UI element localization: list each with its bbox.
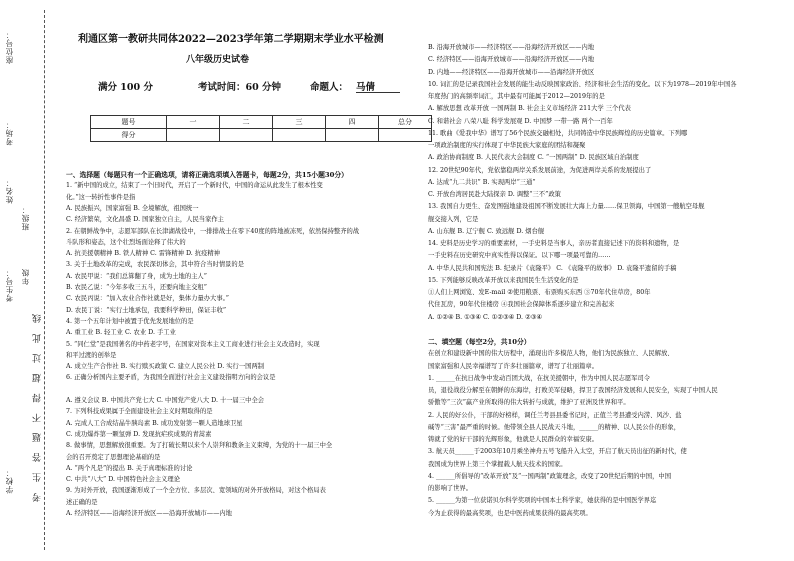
left-text-line: C. 中共“八大” D. 中国特色社会主义理论 [66, 476, 181, 484]
right-text-line: 10. 词汇的是记录我国社会发展的能生动反映国家政治、经济和社会生活的变化。以下为1978—2019年中国各 [428, 80, 737, 88]
author-name: 马倩 [356, 84, 400, 93]
left-text-line: 和平过渡的创举是 [66, 351, 117, 359]
score-cell: 三 [273, 116, 326, 129]
left-text-line: A. 农民甲说：“我们总算翻了身，成为土地的主人” [66, 272, 207, 280]
score-input[interactable] [379, 129, 432, 142]
score-input[interactable] [273, 129, 326, 142]
right-text-line: C. 经济特区——沿海开放城市——沿海经济开放区——内地 [428, 56, 595, 64]
right-text-line: C. 和谐社会 八荣八耻 科学发展观 D. 中国梦 一带一路 两个一百年 [428, 117, 613, 125]
binding-line [44, 10, 45, 550]
left-text-line: A. 民族振兴，国家富强 B. 全境解放，祖国统一 [66, 204, 199, 212]
left-text-line: B. 农民乙说：“今年多收三五斗，还要向地主交租” [66, 284, 208, 291]
right-text-line: A. ①②④ B. ①③④ C. ①②③④ D. ②③④ [428, 313, 542, 321]
right-text-line: A. 山东舰 B. 辽宁舰 C. 致远舰 D. 烟台舰 [428, 227, 545, 235]
name-label: 姓名： [5, 178, 14, 204]
right-text-line: 今为止获得的最高奖项，也是中医药成果获得的最高奖项。 [428, 509, 592, 517]
grade-label: 年级 [21, 268, 30, 285]
left-text-line: 1. “新中国的成立，结束了一个旧时代，开启了一个新时代，中国的命运从此发生了根本性变 [66, 182, 323, 190]
right-text-line: 13. 我国自力更生、奋发图强地建设祖国不断发展壮大海上力量……保卫领海，中国第一艘航空母舰 [428, 203, 705, 211]
left-text-line: 9. 为对外开放，我国逐渐形成了一个全方位、多层次、宽领域的对外开放格局，对这个格局表 [66, 487, 326, 495]
right-text-line: 4. ______所倡导的“改革开放”及“一国两制”政策理念，改变了20世纪后期的中国，中国 [428, 472, 671, 480]
left-text-line: D. 农民丁说：“实行土地承包，我要科学种田，保证丰收” [66, 306, 227, 314]
score-table [90, 115, 432, 142]
left-text-line: A. 经济特区——沿海经济开放区——沿海开放城市——内地 [66, 510, 232, 517]
score-input[interactable] [167, 129, 220, 142]
right-text-line: A. 解放思想 改革开放 一国两制 B. 社会主义市场经济 211大学 三个代表 [428, 105, 631, 113]
right-text-line: 舰交接入列，它是 [428, 215, 479, 223]
score-header-row [91, 116, 432, 129]
right-text-line: B. 沿海开放城市——经济特区——沿海经济开放区——内地 [428, 44, 595, 51]
score-input[interactable] [220, 129, 273, 142]
right-text-line: A. 中华人民共和国宪法 B. 纪录片《袁隆平》 C. 《袁隆平的故事》 D. 袁隆平遗留的手稿 [428, 264, 677, 272]
right-text-line: 二、填空题（每空2分，共10分） [428, 338, 531, 346]
right-text-line: 1. ______在抗日战争中发动百团大战，在抗美援朝中，作为中国人民志愿军司令 [428, 374, 651, 382]
exam-no-label: 考生号： [5, 268, 14, 302]
right-text-line: ①人们上网浏览、发E-mail ②使用粮票、布票购买东西 ③70年代住草房，80年 [428, 289, 651, 296]
right-text-line: D. 内地——经济特区——沿海开放城市——沿海经济开放区 [428, 68, 595, 76]
left-text-line: A. 抗美援朝精神 B. 铁人精神 C. 雷锋精神 D. 抗疫精神 [66, 250, 220, 258]
full-score: 满分 100 分 [98, 82, 153, 93]
left-text-line: A. 完成人工合成结晶牛胰岛素 B. 成功发射第一颗人造地球卫星 [66, 419, 243, 427]
right-text-line: 铸就了党的好干部的光辉形象，他就是人民群众的幸福安康。 [428, 436, 599, 443]
left-text-line: 斗队形和姿态，这个壮烈场面诠释了伟大的 [66, 238, 186, 246]
left-text-line: 4. 第一个五年计划中被置于优先发展地位的是 [66, 317, 194, 325]
left-text-line: C. 经济繁荣，文化昌盛 D. 国家独立自主，人民当家作主 [66, 216, 224, 224]
exam-title: 利通区第一教研共同体2022—2023学年第二学期期末学业水平检测 [78, 34, 384, 45]
left-text-line: 8. 做事情，思想解放很重要。为了打破长期以来个人崇拜和教条主义束缚，为党的十一届三中全 [66, 442, 333, 450]
right-text-line: C. 开放台湾居民赴大陆探亲 D. 调整“三不”政策 [428, 191, 561, 198]
author-label: 命题人： [310, 82, 349, 93]
school-label: 学校： [5, 468, 14, 494]
right-text-line: 12. 20世纪90年代，党依靠稳两岸关系发展前途，为促进两岸关系的发展提出了 [428, 166, 652, 174]
right-text-line: 骄傲等“三次”赢产业所取得的伟大转折与成就，维护了亚洲及世界和平。 [428, 399, 630, 407]
left-text-line: A. 成立生产合作社 B. 实行赎买政策 C. 建立人民公社 D. 实行一国两制 [66, 363, 265, 371]
right-text-line: 年度热门的高频率词汇，其中最有可能属于2012—2019年的是 [428, 93, 605, 100]
right-text-line: 碱等“三害”最严重的时候。他带领全县人民战天斗地，______的精神、以人民公仆的形象， [428, 423, 681, 431]
left-text-line: 述正确的是 [66, 498, 98, 506]
right-text-line: 在创立和建设新中国的伟大历程中，涌现出许多模范人物，他们为民族独立、人民解放、 [428, 350, 674, 358]
left-text-line: 3. 关于土地改革的完成，农民深切体会，其中符合当时情景的是 [66, 261, 245, 269]
seal-notice: 考 生 答 题 不 得 超 过 此 线 [33, 310, 43, 502]
exam-subtitle: 八年级历史试卷 [186, 55, 250, 65]
right-text-line: 国家富强和人民幸福谱写了许多壮丽篇章，谱写了壮丽篇章。 [428, 362, 599, 370]
right-text-line: 2. 人民的好公仆，干部的好榜样，调任兰考县县委书记时，正值兰考县遭受内涝、风沙、盐 [428, 411, 682, 419]
left-text-line: 6. 正确分析国内主要矛盾，为我国全面进行社会主义建设指明方向的会议是 [66, 374, 276, 382]
right-text-line: 我国成为世界上第三个掌握载人航天技术的国家。 [428, 460, 567, 468]
seat-no-label: 座位号： [5, 30, 14, 64]
left-text-line: 一、选择题（每题只有一个正确选项，请将正确选项填入答题卡，每题2分，共15小题30分） [66, 171, 348, 179]
score-cell: 总分 [379, 116, 432, 129]
right-text-line: 员，退役战役分解至在朝鲜的东海岸，打败美军侵略，捍卫了我国经济发展和人民安全，实现了中国人民 [428, 387, 718, 394]
right-text-line: 代住瓦房，90年代住楼房 ④我国社会保障体系逐步建立和完善起来 [428, 301, 615, 309]
score-cell: 题号 [91, 116, 167, 129]
score-cell: 一 [167, 116, 220, 129]
left-text-line: 5. “同仁堂”是我国著名的中药老字号，在国家对资本主义工商业进行社会主义改造时，实现 [66, 340, 320, 348]
left-text-line: C. 成功爆炸第一颗氢弹 D. 发现抗疟疾成果的青蒿素 [66, 430, 212, 438]
score-cell: 二 [220, 116, 273, 129]
left-text-line: 化。”这一转折性事件是指 [66, 193, 136, 201]
right-text-line: 14. 史料是历史学习的重要素材，一手史料是当事人，亲历者直接记述下的资料和遗物，是 [428, 240, 680, 247]
left-text-line: A. 重工业 B. 轻工业 C. 农业 D. 手工业 [66, 329, 176, 337]
right-text-line: A. 达成“九二共识” B. 实现两岸“三通” [428, 178, 536, 186]
left-text-line: 会的召开奠定了思想理论基础的是 [66, 453, 161, 461]
right-text-line: 15. 下列能够反映改革开放以来我国民生生活变化的是 [428, 276, 579, 284]
exam-time: 考试时间：60 分钟 [198, 82, 282, 93]
right-text-line: A. 政治协商制度 B. 人民代表大会制度 C. “一国两制” D. 民族区域自治制度 [428, 154, 639, 162]
class-label: 班级： [21, 205, 30, 231]
right-text-line: 一手史料在历史研究中真实性得以保证。以下哪一项最可靠的…… [428, 252, 611, 260]
left-text-line: A. “两个凡是”的提出 B. 关于真理标准的讨论 [66, 464, 193, 472]
left-text-line: A. 遵义会议 B. 中国共产党七大 C. 中国党产党八大 D. 十一届三中全会 [66, 397, 265, 404]
room-label: 考场： [5, 120, 14, 146]
right-text-line: 的影响了世界。 [428, 485, 473, 492]
score-cell: 四 [326, 116, 379, 129]
left-text-line: C. 农民丙说：“加入农业合作社就是好，集体力量办大事。” [66, 295, 230, 303]
left-text-line: 7. 下列科技成果属于全面建设社会主义时期取得的是 [66, 408, 213, 416]
left-text-line: 2. 在朝鲜战争中，志愿军部队在长津湖战役中，一排排战士在零下40度的阵地被冻死，依然保持整齐的战 [66, 227, 360, 235]
right-text-line: 3. 航天员______于2003年10月乘坐神舟五号飞船升入太空，开启了航天员出征的新时代，使 [428, 448, 687, 456]
score-value-row [91, 129, 432, 142]
score-input[interactable] [326, 129, 379, 142]
right-text-line: 11. 歌曲《爱我中华》谱写了56个民族交融相处，共同铸造中华民族辉煌的历史篇章。下列哪 [428, 129, 688, 137]
score-cell: 得分 [91, 129, 167, 142]
right-text-line: 一项政治制度的实行体现了中华民族大家庭的团结和凝聚 [428, 142, 586, 149]
right-text-line: 5. ______为第一位获诺贝尔科学奖项的中国本土科学家，她获得的是中国医学界迄 [428, 497, 657, 505]
